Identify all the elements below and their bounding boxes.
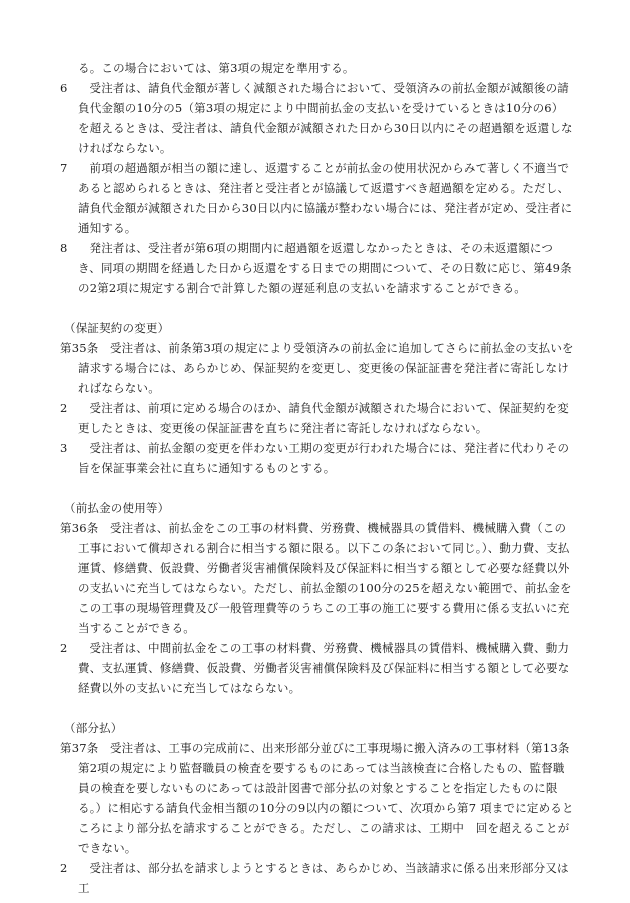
article-number: 第35条 xyxy=(60,341,99,355)
article-number: 第36条 xyxy=(60,521,99,535)
article-34-item-6 xyxy=(60,78,574,158)
item-number: 2 xyxy=(60,401,68,415)
article-text: 受注者は、工事の完成前に、出来形部分並びに工事現場に搬入済みの工事材料（第13条第2項の規定により監督職員の検査を要するものにあっては当該検査に合格したもの、監督職員の検査を要しないものにあっては設計図書で部分払の対象とすることを指定したものに限る。）に相応する請負代金相当額の10分の9以内の額について、次項から第7 項までに定めるところにより部分払を請求することができる。ただし、この請求は、工期中 回を超えることができない。 xyxy=(78,741,574,855)
item-number: 6 xyxy=(60,81,68,95)
spacer xyxy=(60,298,574,318)
article-34-item-7 xyxy=(60,158,574,238)
item-number: 8 xyxy=(60,241,68,255)
item-text: 前項の超過額が相当の額に達し、返還することが前払金の使用状況からみて著しく不適当であると認められるときは、発注者と受注者とが協議して返還すべき超過額を定める。ただし、請負代金額が減額された日から30日以内に協議が整わない場合には、発注者が定め、受注者に通知する。 xyxy=(78,161,573,235)
item-text: 受注者は、中間前払金をこの工事の材料費、労務費、機械器具の賃借料、機械購入費、動力費、支払運賃、修繕費、仮設費、労働者災害補償保険料及び保証料に相当する額として必要な経費以外の支払いに充当してはならない。 xyxy=(78,641,570,695)
item-number: 7 xyxy=(60,161,68,175)
spacer xyxy=(60,478,574,498)
article-36-paragraph-1 xyxy=(60,518,574,638)
item-number: 2 xyxy=(60,861,68,875)
article-number: 第37条 xyxy=(60,741,99,755)
article-34-item-8 xyxy=(60,238,574,298)
article-35-paragraph-1 xyxy=(60,338,574,398)
article-text: 受注者は、前払金をこの工事の材料費、労務費、機械器具の賃借料、機械購入費（この工事において償却される割合に相当する額に限る。以下この条において同じ。）、動力費、支払運賃、修繕費、仮設費、労働者災害補償保険料及び保証料に相当する額として必要な経費以外の支払いに充当してはならない。ただし、前払金額の100分の25を超えない範囲で、前払金をこの工事の現場管理費及び一般管理費等のうちこの工事の施工に要する費用に係る支払いに充当することができる。 xyxy=(78,521,572,635)
article-35-item-3 xyxy=(60,438,574,478)
spacer xyxy=(60,698,574,718)
continuation-text: る。この場合においては、第3項の規定を準用する。 xyxy=(78,61,355,75)
item-number: 3 xyxy=(60,441,68,455)
article-37-heading: （部分払） xyxy=(64,721,123,735)
article-37-item-2 xyxy=(60,858,574,898)
item-text: 受注者は、部分払を請求しようとするときは、あらかじめ、当該請求に係る出来形部分又は工 xyxy=(78,861,569,895)
article-36-item-2 xyxy=(60,638,574,698)
article-37-paragraph-1 xyxy=(60,738,574,858)
article-35-heading: （保証契約の変更） xyxy=(64,321,170,335)
item-text: 受注者は、前払金額の変更を伴わない工期の変更が行われた場合には、発注者に代わりその旨を保証事業会社に直ちに通知するものとする。 xyxy=(78,441,570,475)
item-text: 受注者は、請負代金額が著しく減額された場合において、受領済みの前払金額が減額後の請負代金額の10分の5（第3項の規定により中間前払金の支払いを受けているときは10分の6）を超えるときは、受注者は、請負代金額が減額された日から30日以内にその超過額を返還しなければならない。 xyxy=(78,81,573,155)
article-35-item-2 xyxy=(60,398,574,438)
article-text: 受注者は、前条第3項の規定により受領済みの前払金に追加してさらに前払金の支払いを請求する場合には、あらかじめ、保証契約を変更し、変更後の保証証書を発注者に寄託しなければならない。 xyxy=(78,341,574,395)
item-text: 受注者は、前項に定める場合のほか、請負代金額が減額された場合において、保証契約を変更したときは、変更後の保証証書を直ちに発注者に寄託しなければならない。 xyxy=(78,401,569,435)
item-number: 2 xyxy=(60,641,68,655)
item-text: 発注者は、受注者が第6項の期間内に超過額を返還しなかったときは、その未返還額につき、同項の期間を経過した日から返還をする日までの期間について、その日数に応じ、第49条の2第2項に規定する割合で計算した額の遅延利息の支払いを請求することができる。 xyxy=(78,241,572,295)
article-36-heading: （前払金の使用等） xyxy=(64,501,170,515)
